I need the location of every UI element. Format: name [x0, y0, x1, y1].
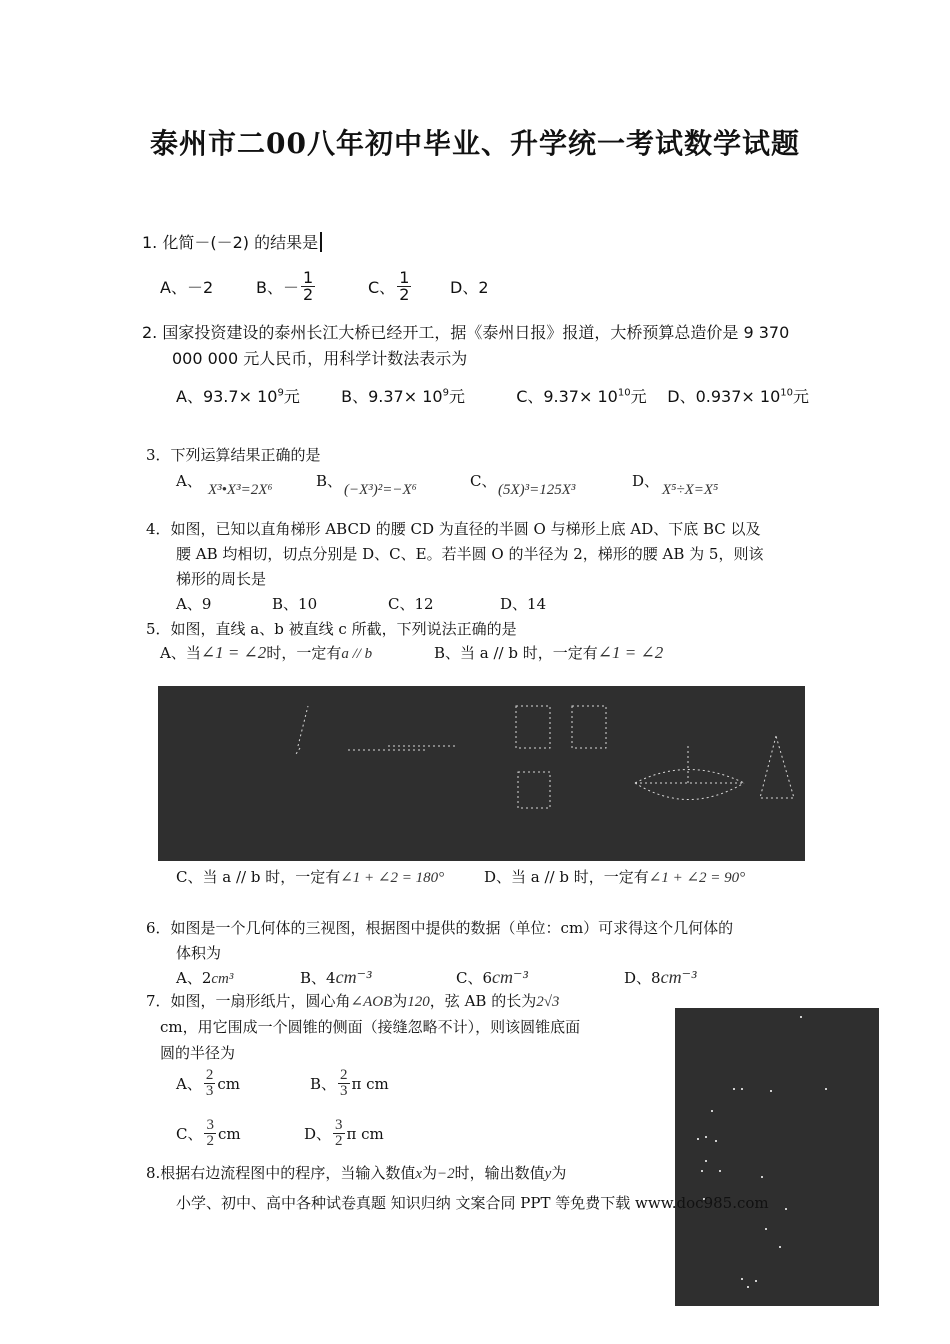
q3-option-d-label: D、: [632, 472, 660, 490]
text-cursor-icon: [320, 232, 322, 252]
page-title: 泰州市二00八年初中毕业、升学统一考试数学试题: [150, 127, 800, 160]
q8-stem: 8.根据右边流程图中的程序，当输入数值x为−2时，输出数值y为: [146, 1164, 567, 1182]
q2-option-b: B、$9.37\times 10^9$元: [341, 387, 465, 406]
q6-option-b: B、4cm⁻³: [300, 967, 372, 987]
q1-option-a: A、－2: [160, 278, 214, 297]
trapezoid-lines: [348, 746, 458, 750]
q2-options: [176, 384, 809, 407]
side-view-rect: [572, 706, 606, 748]
q6-option-a: A、2cm³: [176, 969, 234, 987]
sector-figure: [635, 746, 744, 800]
q7-option-b: B、 $\frac{2}{3}$ π cm: [310, 1067, 389, 1099]
q1-stem: [142, 230, 322, 253]
q5-stem: 5．如图，直线 a、b 被直线 c 所截，下列说法正确的是: [146, 620, 517, 638]
q6-stem-line1: 6．如图是一个几何体的三视图，根据图中提供的数据（单位：cm）可求得这个几何体的: [146, 919, 734, 937]
q1-option-b-label: B、－: [256, 278, 299, 297]
q4-option-a: A、9: [176, 595, 212, 613]
q3-option-c-label: C、: [470, 472, 497, 490]
cone-figure: [760, 736, 794, 798]
top-view-rect: [518, 772, 550, 808]
q3-option-a-expr: X³•X³=2X⁶: [208, 482, 273, 498]
q1-option-b: [256, 270, 368, 303]
q1-option-c-label: C、: [368, 278, 396, 297]
q6-stem-line2: 体积为: [176, 944, 222, 962]
figures-drawing: [158, 686, 805, 861]
q5-option-d: D、当 a // b 时，一定有∠1 + ∠2 = 90°: [484, 868, 746, 886]
q1-c-numerator: 1: [399, 268, 410, 287]
q4-stem-line1: 4．如图，已知以直角梯形 ABCD 的腰 CD 为直径的半圆 O 与梯形上底 AD、下底 BC 以及: [146, 520, 761, 538]
q1-option-c: [368, 270, 450, 303]
q2-option-a: A、$93.7\times 10^9$元: [176, 387, 300, 406]
q1-b-numerator: 1: [302, 268, 314, 287]
q3-option-d-expr: X⁵÷X=X⁵: [662, 482, 719, 498]
q2-stem-line1: 2. 国家投资建设的泰州长江大桥已经开工，据《泰州日报》报道，大桥预算总造价是 9 370: [142, 323, 790, 342]
q2-option-d: D、$0.937\times 10^{10}$元: [667, 387, 810, 406]
q1-option-d: D、2: [450, 278, 489, 297]
q4-stem-line2: 腰 AB 均相切，切点分别是 D、C、E。若半圆 O 的半径为 2，梯形的腰 AB 为 5，则该: [176, 545, 764, 563]
q7-stem-line1: 7．如图，一扇形纸片，圆心角∠AOB为120，弦 AB 的长为2√3: [146, 992, 560, 1010]
q4-stem-line3: 梯形的周长是: [176, 570, 267, 588]
q3-stem: 3．下列运算结果正确的是: [146, 446, 321, 464]
q7-option-d: D、 $\frac{3}{2}$ π cm: [304, 1117, 384, 1149]
q5-option-c: C、当 a // b 时，一定有∠1 + ∠2 = 180°: [176, 868, 445, 886]
q2-option-c: C、$9.37\times 10^{10}$元: [516, 387, 647, 406]
q7-stem-line3: 圆的半径为: [160, 1044, 236, 1062]
q5-option-a: A、当∠1 = ∠2时，一定有a // b: [160, 643, 373, 662]
q1-stem-text: 1. 化简－(－2) 的结果是: [142, 233, 319, 252]
flowchart-image: [675, 1008, 879, 1306]
q6-option-c: C、6cm⁻³: [456, 967, 528, 987]
q1-b-denominator: 2: [302, 285, 314, 304]
q6-option-d: D、8cm⁻³: [624, 967, 697, 987]
q4-option-d: D、14: [500, 595, 547, 613]
front-view-rect: [516, 706, 550, 748]
q3-option-b-label: B、: [316, 472, 343, 490]
q7-option-a: A、 $\frac{2}{3}$ cm: [176, 1067, 240, 1099]
q7-option-c: C、 $\frac{3}{2}$ cm: [176, 1117, 241, 1149]
figures-image: [158, 686, 805, 861]
q1-c-denominator: 2: [399, 285, 410, 304]
q3-option-a-label: A、: [176, 472, 202, 490]
q3-option-c-expr: (5X)³=125X³: [498, 482, 576, 498]
line-figure-lines: [296, 706, 308, 754]
q2-stem-line2: 000 000 元人民币，用科学计数法表示为: [172, 349, 468, 368]
q1-options: [160, 270, 489, 303]
footer-text: 小学、初中、高中各种试卷真题 知识归纳 文案合同 PPT 等免费下载 www.doc985.com: [176, 1194, 769, 1212]
q4-option-b: B、10: [272, 595, 318, 613]
q5-option-b: B、当 a // b 时，一定有∠1 = ∠2: [434, 643, 664, 662]
q4-option-c: C、12: [388, 595, 434, 613]
q7-stem-line2: cm，用它围成一个圆锥的侧面（接缝忽略不计），则该圆锥底面: [160, 1018, 581, 1036]
q3-option-b-expr: (−X³)²=−X⁶: [344, 482, 417, 498]
